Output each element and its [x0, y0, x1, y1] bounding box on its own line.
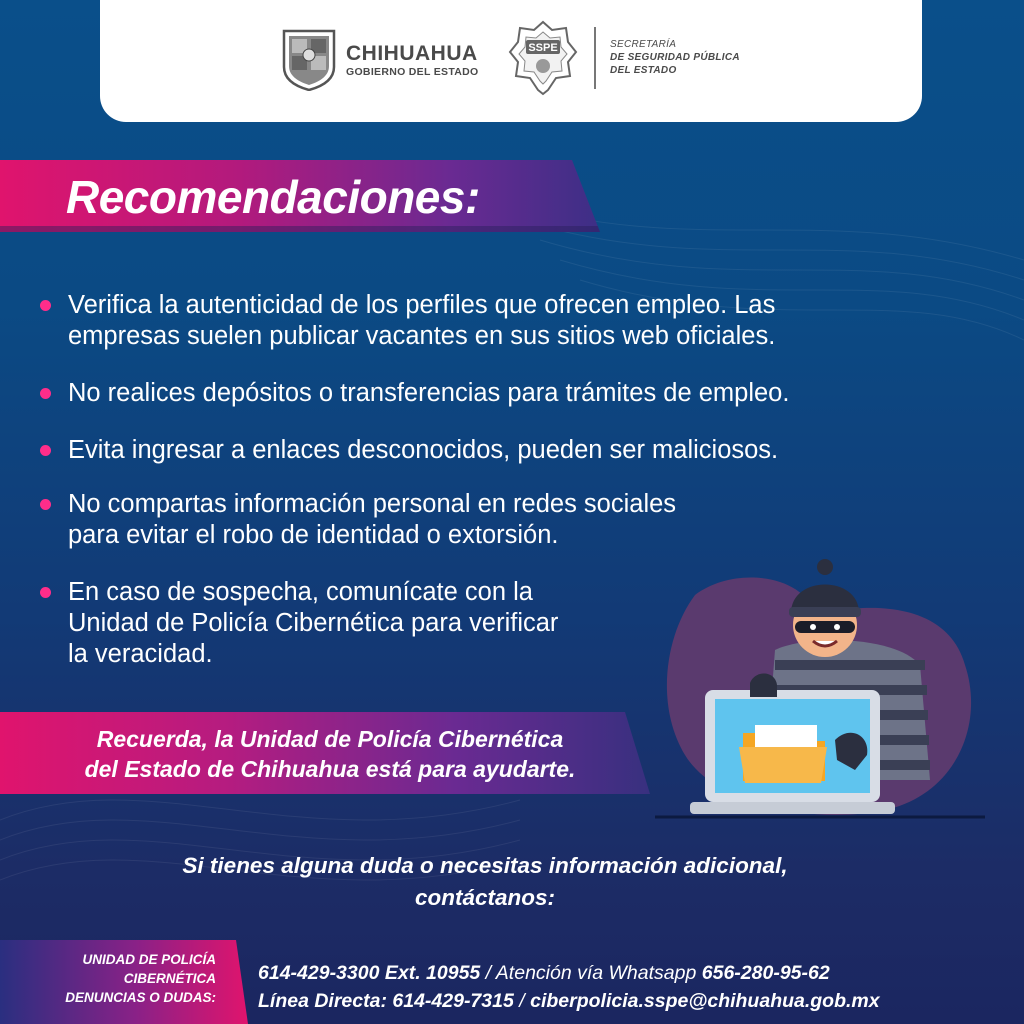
recommendation-line: Unidad de Policía Cibernética para verificar — [68, 609, 559, 637]
header-divider — [594, 27, 596, 89]
footer-label — [10, 950, 216, 1007]
secretaria-line-1: SECRETARÍA — [610, 39, 677, 50]
bullet-dot — [40, 499, 51, 510]
state-name: CHIHUAHUA — [346, 42, 478, 65]
phone-number[interactable]: 614-429-3300 Ext. 10955 — [258, 962, 481, 984]
chihuahua-seal-icon — [280, 27, 338, 91]
footer-contact-line — [258, 990, 880, 1013]
page-title: Recomendaciones: — [66, 171, 480, 223]
bullet-dot — [40, 300, 51, 311]
bullet-dot — [40, 445, 51, 456]
reminder-line: del Estado de Chihuahua está para ayudarte. — [84, 756, 576, 782]
recommendation-line: En caso de sospecha, comunícate con la — [68, 578, 533, 606]
recommendation-line: para evitar el robo de identidad o extorsión. — [68, 521, 559, 549]
secretaria-line-3: DEL ESTADO — [610, 65, 677, 76]
footer-label-line: CIBERNÉTICA — [123, 971, 216, 986]
footer-label-line: UNIDAD DE POLICÍA — [82, 952, 216, 967]
bullet-dot — [40, 388, 51, 399]
footer-phone-line — [258, 962, 830, 985]
secretaria-line-2: DE SEGURIDAD PÚBLICA — [610, 52, 740, 63]
sspe-badge-icon — [508, 20, 578, 96]
whatsapp-number[interactable]: 656-280-95-62 — [701, 962, 830, 984]
recommendation-line: Verifica la autenticidad de los perfiles que ofrecen empleo. Las — [68, 291, 776, 319]
whatsapp-label: Atención vía Whatsapp — [495, 962, 697, 984]
direct-line[interactable]: Línea Directa: 614-429-7315 — [258, 990, 514, 1012]
bullet-dot — [40, 587, 51, 598]
state-subtitle: GOBIERNO DEL ESTADO — [346, 66, 479, 78]
separator: / — [480, 962, 496, 984]
footer-label-line: DENUNCIAS O DUDAS: — [65, 990, 216, 1005]
separator: / — [513, 990, 531, 1012]
contact-prompt — [60, 850, 910, 914]
secretaria-name — [610, 38, 740, 77]
recommendation-line: No realices depósitos o transferencias para trámites de empleo. — [68, 379, 790, 407]
reminder-text — [20, 724, 640, 784]
sspe-badge-text: SSPE — [528, 42, 558, 54]
recommendation-line: la veracidad. — [68, 640, 213, 668]
contact-line: contáctanos: — [414, 885, 556, 910]
recommendation-line: No compartas información personal en redes sociales — [68, 490, 677, 518]
recommendation-line: empresas suelen publicar vacantes en sus sitios web oficiales. — [68, 322, 776, 350]
thief-laptop-illustration — [655, 555, 985, 835]
recommendation-line: Evita ingresar a enlaces desconocidos, pueden ser maliciosos. — [68, 436, 779, 464]
contact-line: Si tienes alguna duda o necesitas información adicional, — [182, 853, 788, 878]
reminder-line: Recuerda, la Unidad de Policía Cibernética — [96, 726, 564, 752]
email-link[interactable]: ciberpolicia.sspe@chihuahua.gob.mx — [530, 990, 880, 1012]
